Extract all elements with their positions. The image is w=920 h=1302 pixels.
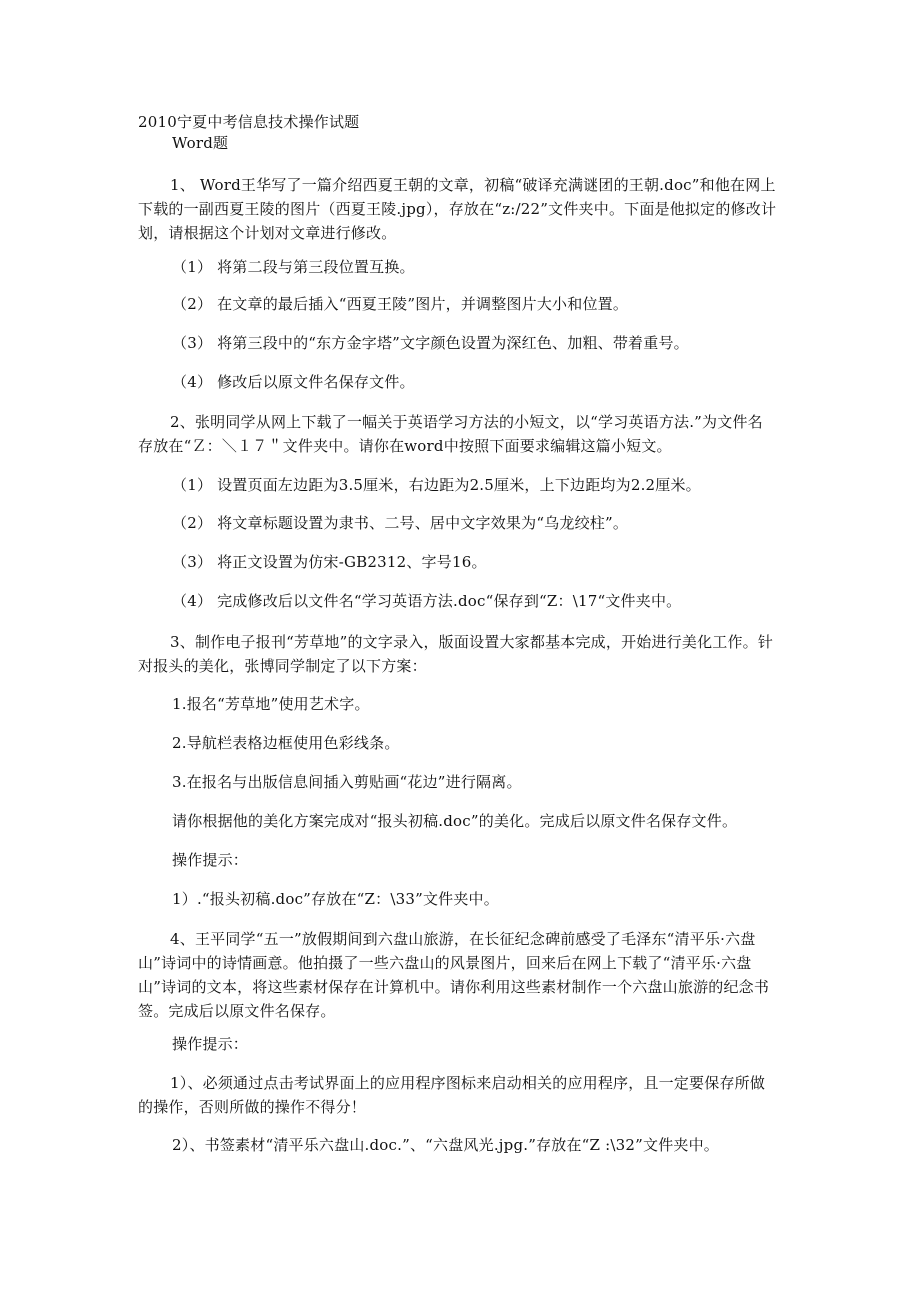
q3-intro: 3、制作电子报刊“芳草地”的文字录入，版面设置大家都基本完成，开始进行美化工作。针对报头的美化，张博同学制定了以下方案：: [138, 633, 774, 675]
q1-item-2: （2） 在文章的最后插入“西夏王陵”图片，并调整图片大小和位置。: [172, 295, 629, 313]
q1-item-1: （1） 将第二段与第三段位置互换。: [172, 258, 415, 276]
q1-intro: 1、 Word王华写了一篇介绍西夏王朝的文章，初稿“破译充满谜团的王朝.doc”和他在网上下载的一副西夏王陵的图片（西夏王陵.jpg），存放在“z:/22”文件夹中。下面是他拟定的修改计划，请根据这个计划对文章进行修改。: [138, 176, 777, 242]
q2-intro: 2、张明同学从网上下载了一幅关于英语学习方法的小短文，以“学习英语方法.”为文件名存放在“Ｚ：＼１７＂文件夹中。请你在word中按照下面要求编辑这篇小短文。: [138, 413, 763, 455]
q3-item-2: 2.导航栏表格边框使用色彩线条。: [172, 734, 400, 752]
document-subtitle: Word题: [172, 134, 229, 152]
q3-tip-label: 操作提示：: [172, 851, 249, 869]
q4-intro: 4、王平同学“五一”放假期间到六盘山旅游，在长征纪念碑前感受了毛泽东“清平乐·六盘山”诗词中的诗情画意。他拍摄了一些六盘山的风景图片，回来后在网上下载了“清平乐·六盘山”诗词的文本，将这些素材保存在计算机中。请你利用这些素材制作一个六盘山旅游的纪念书签。完成后以原文件名保存。: [138, 930, 770, 1020]
q4-tip-label: 操作提示：: [172, 1035, 249, 1053]
q1-item-3: （3） 将第三段中的“东方金字塔”文字颜色设置为深红色、加粗、带着重号。: [172, 334, 689, 352]
document-title: 2010宁夏中考信息技术操作试题: [138, 113, 360, 131]
q2-item-1: （1） 设置页面左边距为3.5厘米，右边距为2.5厘米，上下边距均为2.2厘米。: [172, 476, 701, 494]
q4-tip-2: 2）、书签素材“清平乐六盘山.doc.”、“六盘风光.jpg.”存放在“Z :\32”文件夹中。: [172, 1136, 720, 1154]
q2-item-3: （3） 将正文设置为仿宋-GB2312、字号16。: [172, 553, 487, 571]
q3-request: 请你根据他的美化方案完成对“报头初稿.doc”的美化。完成后以原文件名保存文件。: [172, 812, 738, 830]
q2-item-4: （4） 完成修改后以文件名“学习英语方法.doc“保存到“Z：\17“文件夹中。: [172, 592, 682, 610]
q2-item-2: （2） 将文章标题设置为隶书、二号、居中文字效果为“乌龙绞柱”。: [172, 514, 629, 532]
q1-item-4: （4） 修改后以原文件名保存文件。: [172, 373, 415, 391]
q3-tip: 1）.“报头初稿.doc”存放在“Z：\33”文件夹中。: [172, 890, 499, 908]
q3-item-1: 1.报名“芳草地”使用艺术字。: [172, 695, 370, 713]
q4-tip-1: 1）、必须通过点击考试界面上的应用程序图标来启动相关的应用程序，且一定要保存所做的操作，否则所做的操作不得分！: [138, 1074, 766, 1116]
q3-item-3: 3.在报名与出版信息间插入剪贴画“花边”进行隔离。: [172, 773, 522, 791]
